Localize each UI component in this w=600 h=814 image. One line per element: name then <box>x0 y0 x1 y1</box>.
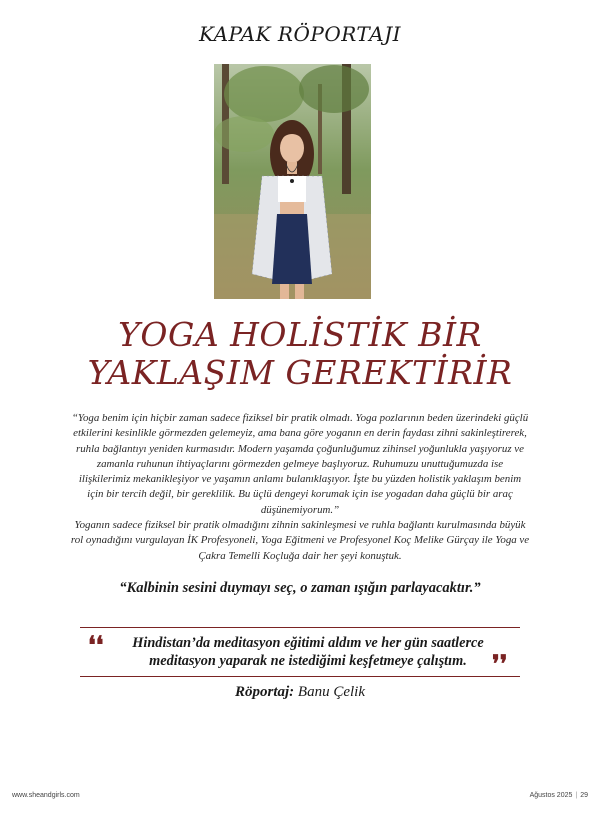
section-title: KAPAK RÖPORTAJI <box>198 22 402 46</box>
intro-description: Yoganın sadece fiziksel bir pratik olmadığını zihnin sakinleşmesi ve ruhla bağlantı kurulmasında büyük rol oynadığını vurgulayan İK Profesyoneli, Yoga Eğitmeni ve Profesyonel Koç Melike Gürçay ile Yoga ve Çakra Temelli Koçluğa dair her şeyi konuştuk. <box>70 519 530 562</box>
headline-line-1: YOGA HOLİSTİK BİR <box>118 315 482 354</box>
footer-website: www.sheandgirls.com <box>12 792 80 799</box>
intro-quote: “Yoga benim için hiçbir zaman sadece fiziksel bir pratik olmadı. Yoga pozlarının beden üzerindeki güçlü etkilerini kesinlikle görmezden gelemeyiz, ama bana göre yoganın en derin faydası zihni sakinleştirerek, ruhla bağlantıyı yeniden kurmasıdır. Modern yaşamda çoğunluğumuz zihinsel yoğunlukla yaşıyoruz ve zamanla ruhunun ihtiyaçlarını görmezden gelmeye başlıyoruz. Ruhumuzu unuttuğumuzda ise ilişkilerimiz mekanikleşiyor ve yaşamın anlamı bulanıklaşıyor. İşte bu yüzden holistik yaklaşım benim için bir tercih değil, bir gereklilik. Bu üçlü dengeyi korumak için ise yogadan daha güçlü bir araç düşünemiyorum.” <box>71 412 529 516</box>
open-quote-icon: ❛❛ <box>88 630 104 659</box>
close-quote-icon: ❜❜ <box>492 649 508 678</box>
footer-separator: | <box>575 792 578 799</box>
pull-quote-line-2: meditasyon yaparak ne istediğimi keşfetmeye çalıştım. <box>149 653 467 669</box>
article-headline <box>0 316 600 392</box>
pull-quote-text <box>118 634 498 670</box>
byline-label: Röportaj: <box>234 684 295 700</box>
footer-issue: Ağustos 2025 <box>529 792 573 799</box>
byline <box>0 684 600 701</box>
byline-author: Banu Çelik <box>297 684 365 700</box>
headline-line-2: YAKLAŞIM GEREKTİRİR <box>87 353 513 392</box>
intro-text <box>70 411 530 564</box>
pull-quote <box>80 627 520 677</box>
pull-quote-line-1: Hindistan’da meditasyon eğitimi aldım ve her gün saatlerce <box>132 635 484 651</box>
footer-page-info <box>530 792 588 799</box>
featured-quote: “Kalbinin sesini duymayı seç, o zaman ışığın parlayacaktır.” <box>119 580 481 596</box>
page-number: 29 <box>580 792 588 799</box>
portrait-photo <box>214 64 371 299</box>
